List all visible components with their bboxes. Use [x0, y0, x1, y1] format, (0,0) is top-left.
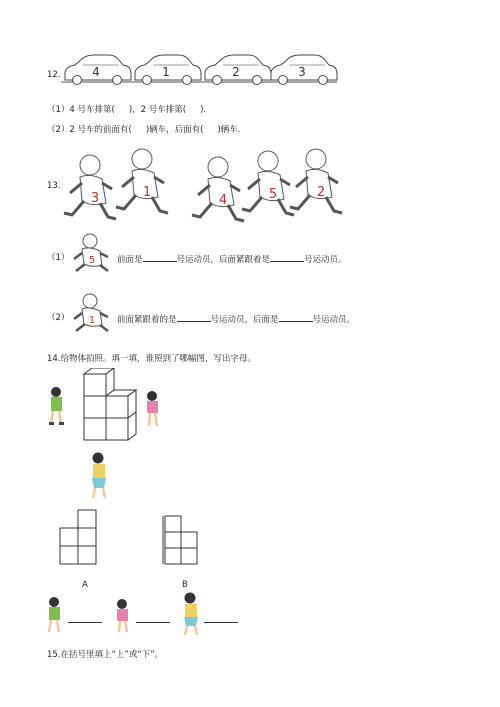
girl-2-answer-image — [112, 598, 134, 634]
runner-5-image — [70, 233, 114, 273]
answer-line-2[interactable] — [136, 614, 170, 623]
q13-sub1-blank-2[interactable] — [270, 253, 304, 262]
girl-camera-icon — [49, 387, 64, 425]
q13-sub2-blank-1[interactable] — [177, 313, 211, 322]
runner-1-image — [70, 293, 114, 333]
runner-icon — [116, 149, 168, 213]
q13-runners-image — [62, 145, 352, 225]
answer-line-1[interactable] — [68, 614, 102, 623]
girl-3-answer-image — [178, 592, 204, 636]
q13-sub2-label: （2） — [47, 313, 70, 323]
girl-1-answer-image — [44, 596, 66, 636]
girl-camera-icon — [147, 391, 158, 426]
q13-sub1-label: （1） — [47, 253, 70, 263]
runner-number: 5 — [88, 255, 96, 266]
q13-sub1-text: 前面是 号运动员，后面紧跟着是 号运动员。 — [117, 255, 347, 265]
view-b-image — [162, 514, 202, 568]
runner-number: 5 — [268, 187, 278, 202]
runner-icon — [192, 157, 244, 221]
q13-sub1-blank-1[interactable] — [143, 253, 177, 262]
q13-sub2-text: 前面紧跟着的是 号运动员，后面是 号运动员。 — [117, 315, 356, 325]
q14-title: 14.给物体拍照。填一填，谁照到了哪幅图，写出字母。 — [47, 354, 257, 364]
car-number: 3 — [298, 65, 306, 79]
girl-camera-icon — [92, 453, 106, 499]
car-number: 1 — [162, 65, 170, 79]
runner-number: 2 — [316, 185, 326, 200]
q12-cars-image — [59, 52, 339, 90]
q14-scene-image — [44, 368, 194, 503]
q12-number: 12. — [47, 70, 61, 80]
q12-line1: （1）4 号车排第( )，2 号车排第( ). — [47, 105, 207, 115]
q13-sub2-blank-2[interactable] — [279, 313, 313, 322]
runner-icon — [290, 149, 342, 213]
car-number: 4 — [92, 65, 100, 79]
runner-number: 3 — [90, 191, 100, 206]
runner-number: 4 — [218, 193, 228, 208]
q15-title: 15.在括号里填上“上”或“下”。 — [47, 650, 164, 660]
option-a-label: A — [82, 580, 88, 590]
runner-icon — [242, 151, 294, 215]
runner-number: 1 — [142, 185, 152, 200]
q13-number: 13. — [47, 181, 61, 191]
option-b-label: B — [182, 580, 188, 590]
answer-line-3[interactable] — [204, 614, 238, 623]
view-a-image — [58, 508, 98, 568]
runner-number: 1 — [88, 315, 96, 326]
runner-icon — [64, 155, 116, 219]
q12-line2: （2）2 号车的前面有( )辆车，后面有( )辆车. — [47, 125, 241, 135]
car-number: 2 — [232, 65, 240, 79]
